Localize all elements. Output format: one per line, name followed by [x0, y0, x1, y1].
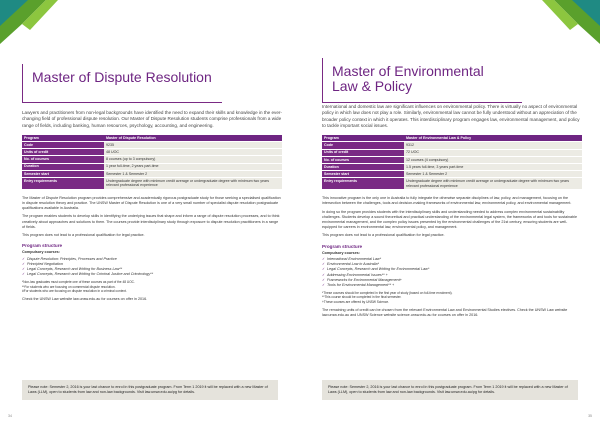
page-number: 35	[588, 414, 592, 418]
table-row: Duration 1 year full-time, 2 years part-time	[22, 163, 282, 170]
table-row: Duration 1.5 years full-time, 3 years part-time	[322, 163, 582, 170]
program-facts-table	[22, 135, 282, 190]
body-paragraph: This innovative program is the only one in Australia to fully integrate the otherwise separate disciplines of law, policy, and management, focusing on the intersection between the challenges, tools and decision-making frameworks of environmental law, environmental policy, and environmental management.	[322, 196, 572, 206]
body-paragraph: The program enables students to develop skills in identifying the underlying issues that shape and inform a range of dispute resolution processes, and to think creatively about approaches and solutions to them. The courses provide interdisciplinary study through exposure to dispute resolution practitioners in a range of fields.	[22, 214, 280, 229]
table-row: No. of courses 8 courses (up to 3 compulsory)	[22, 156, 282, 163]
list-item: ✓ International Environmental Law*	[322, 257, 582, 262]
table-row: Entry requirements Undergraduate degree with minimum credit average or undergraduate degree with minimum two years relevant professional experience	[22, 178, 282, 190]
course-list	[322, 257, 582, 288]
left-content	[22, 110, 282, 306]
footnote: *Non-law graduates must complete one of these courses as part of the 48 UOC.	[22, 280, 135, 285]
compulsory-label: Compulsory courses:	[322, 250, 360, 255]
check-website-text: Check the UNSW Law website law.unsw.edu.au for courses on offer in 2016.	[22, 297, 148, 302]
page-title: Master of Dispute Resolution	[32, 69, 212, 85]
footnote: +These courses are offered by UNSW Science.	[322, 299, 389, 304]
list-item: ✓ Legal Concepts, Research and Writing for Criminal Justice and Criminology**	[22, 272, 282, 277]
corner-decoration-left	[0, 0, 70, 44]
list-item: ✓ Frameworks for Environmental Management+	[322, 278, 582, 283]
title-rule-vertical	[322, 58, 323, 102]
check-website-text: The remaining units of credit can be chosen from the relevant Environmental Law and Environmental Studies electives. Check the UNSW Law website law.unsw.edu.au and UNSW Science website science.unsw.edu.au for courses on offer in 2016.	[322, 308, 568, 318]
table-row: Semester start Semester 1 & Semester 2	[22, 170, 282, 177]
intro-paragraph: Lawyers and practitioners from non-legal backgrounds have identified the need to expand their skills and knowledge in the ever-changing field of professional dispute resolution. Our Master of Dispute Resolution students comprise professionals from a wide range of fields, including banking, human resources, psychology, accounting, and engineering.	[22, 110, 282, 128]
title-rule-vertical	[22, 64, 23, 102]
body-paragraph: This program does not lead to a professional qualification for legal practice.	[22, 233, 145, 238]
intro-paragraph: International and domestic law are significant influences on environmental policy. There is virtually no aspect of environmental policy in which law does not play a role. Similarly, environmental law cannot be fully understood without an appreciation of the broader policy context in which it operates. This interdisciplinary program engages law, environmental management, and policy to tackle important social issues.	[322, 104, 580, 128]
please-note-box: Please note: Semester 2, 2016 is your last chance to enrol in this postgraduate program. From Term 1 2019 it will be replaced with a new Master of Laws (LLM), open to students from law and non-law backgrounds. Visit law.unsw.edu.au/pg for details.	[22, 380, 278, 400]
program-facts-table	[322, 135, 582, 190]
compulsory-label: Compulsory courses:	[22, 250, 60, 255]
table-row: Code 9235	[22, 142, 282, 149]
table-row: Entry requirements Undergraduate degree with minimum credit average or undergraduate degree with minimum two years relevant professional experience	[322, 178, 582, 190]
list-item: ✓ Environmental Law in Australia*	[322, 262, 582, 267]
table-row: Code 9312	[322, 142, 582, 149]
program-title-block	[322, 58, 582, 102]
page-title	[332, 64, 484, 94]
footnote: *These courses should be completed in the first year of study (based on full-time enrolment).	[322, 291, 453, 296]
page-title-line: Master of Environmental	[332, 63, 484, 79]
body-paragraph: In doing so the program provides students with the interdisciplinary skills and understanding needed to address complex environmental sustainability challenges. Students develop a sound theoretical and practical understanding of the environmental legal system, the frameworks of and tools for sustainable environmental management, and the complex policy issues presented by the environmental challenges of the 21st century, ensuring students are well-equipped for careers in environmental law, environmental policy, and management.	[322, 209, 577, 230]
right-page	[300, 0, 600, 424]
title-rule-horizontal	[22, 102, 222, 103]
corner-decoration-right	[530, 0, 600, 44]
list-item: ✓ Legal Concepts, Research and Writing for Environmental Law*	[322, 267, 582, 272]
table-row: Program Master of Environmental Law & Policy	[322, 135, 582, 142]
body-paragraph: This program does not lead to a professional qualification for legal practice.	[322, 233, 445, 238]
list-item: ✓ Principled Negotiation	[22, 262, 282, 267]
list-item: ✓ Legal Concepts, Research and Writing for Business Law**	[22, 267, 282, 272]
section-heading: Program structure	[22, 243, 63, 249]
table-row: Program Master of Dispute Resolution	[22, 135, 282, 142]
course-list	[22, 257, 282, 278]
page-title-line: Law & Policy	[332, 78, 413, 94]
title-rule-horizontal	[322, 102, 522, 103]
table-row: Units of credit 72 UOC	[322, 149, 582, 156]
list-item: ✓ Addressing Environmental Issues** +	[322, 273, 582, 278]
footnote: #For students who are focusing on dispute resolution in a criminal context.	[22, 289, 127, 294]
footnote: **This course should be completed in the final semester.	[322, 295, 402, 300]
right-content	[322, 104, 582, 321]
table-row: Semester start Semester 1 & Semester 2	[322, 171, 582, 178]
list-item: ✓ Dispute Resolution: Principles, Processes and Practice	[22, 257, 282, 262]
body-paragraph: The Master of Dispute Resolution program provides comprehensive and academically rigorous postgraduate study for those seeking a specialised qualification in dispute resolution theory and practice. The UNSW Master of Dispute Resolution is one of a very small number of specialist dispute resolution postgraduate qualifications available in Australia.	[22, 195, 281, 211]
please-note-box: Please note: Semester 2, 2016 is your last chance to enrol in this postgraduate program. From Term 1 2019 it will be replaced with a new Master of Laws (LLM), open to students from law and non-law backgrounds. Visit law.unsw.edu.au/pg for details.	[322, 380, 578, 400]
footnote: **For students who are focusing on commercial dispute resolution.	[22, 284, 116, 289]
table-row: Units of credit 48 UOC	[22, 149, 282, 156]
section-heading: Program structure	[322, 243, 363, 249]
page-number: 34	[8, 414, 12, 418]
list-item: ✓ Tools for Environmental Management** +	[322, 283, 582, 288]
table-row: No. of courses 12 courses (4 compulsory)	[322, 156, 582, 163]
program-title-block	[22, 64, 282, 104]
